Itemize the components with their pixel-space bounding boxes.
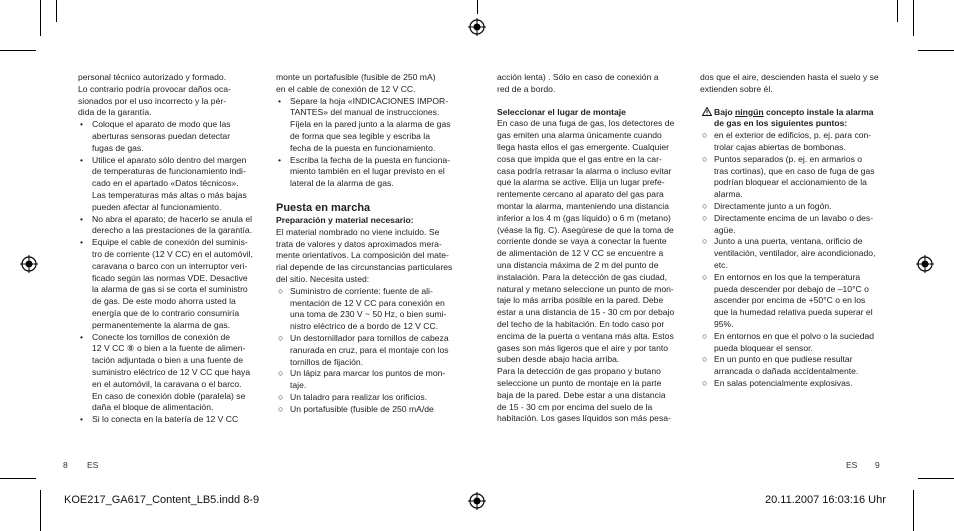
list-item	[700, 130, 892, 154]
column-2	[276, 72, 468, 416]
warning-list	[700, 130, 892, 390]
text-line: del sitio. Necesita usted:	[276, 273, 370, 284]
crop-mark	[477, 0, 478, 14]
text-line: Fíjela en la pared junto a la alarma de gas	[290, 119, 451, 130]
text-line: extienden sobre él.	[700, 83, 773, 94]
bullet-circle-icon: ○	[702, 212, 708, 223]
crop-mark	[918, 50, 954, 51]
paragraph	[78, 72, 270, 119]
text-line: cosa que impida que el gas entre en la car-	[497, 153, 662, 164]
list-item	[700, 378, 892, 390]
column-3	[497, 72, 691, 425]
text-line: natural y metano seleccione un punto de mon-	[497, 283, 674, 294]
bullet-circle-icon: ○	[702, 271, 708, 282]
text-line: En caso de una fuga de gas, los detectores de	[497, 118, 675, 129]
bullet-dot-icon: •	[80, 414, 84, 425]
text-line: El material nombrado no viene incluido. Se	[276, 226, 440, 237]
text-line: sionados por el uso incorrecto y la pér-	[78, 95, 227, 106]
text-line: dida de la garantía.	[78, 107, 152, 118]
text-line: miento también en el lugar previsto en el	[290, 166, 445, 177]
text-line: Preparación y material necesario:	[276, 214, 414, 225]
text-line: acción lenta) . Sólo en caso de conexión a	[497, 72, 659, 82]
text-line: llega hasta ellos el gas emergente. Cualquier	[497, 141, 669, 152]
list-item	[276, 368, 468, 392]
crop-mark	[40, 0, 41, 36]
text-line: baja de la pared. Debe estar a una distancia	[497, 389, 666, 400]
text-line: tro de corriente (12 V CC) en el automóvil,	[92, 248, 253, 259]
list-item	[78, 214, 270, 238]
text-line: etc.	[714, 259, 728, 270]
bullet-circle-icon: ○	[702, 130, 708, 141]
text-line: lateral de la alarma de gas.	[290, 178, 394, 189]
text-line: estar a una distancia de 15 - 30 cm por debajo	[497, 307, 675, 318]
warning-heading	[700, 107, 892, 131]
text-line: monte un portafusible (fusible de 250 mA)	[276, 72, 436, 82]
text-line: que la alarma se active. Elija un lugar prefe-	[497, 177, 665, 188]
text-line: seleccione un punto de montaje en la parte	[497, 377, 662, 388]
text-line: en el automóvil, la caravana o el barco.	[92, 378, 242, 389]
text-line: pueda descender por debajo de –10°C o	[714, 283, 869, 294]
subheading	[497, 107, 691, 119]
warning-text-emphasis: ningún	[735, 106, 764, 117]
bullet-circle-icon: ○	[702, 200, 708, 211]
warning-triangle-icon	[702, 107, 712, 120]
list-item	[700, 354, 892, 378]
text-line: Conecte los tornillos de conexión de	[92, 331, 231, 342]
text-line: suministro eléctrico de 12 V CC que haya	[92, 366, 251, 377]
text-line: mente orientativos. La composición del mate-	[276, 250, 449, 261]
list-item	[700, 201, 892, 213]
text-line: Un taladro para realizar los orificios.	[290, 391, 428, 402]
paragraph	[276, 227, 468, 286]
bullet-circle-icon: ○	[278, 391, 284, 402]
spacer	[497, 96, 691, 107]
list-item	[276, 333, 468, 368]
text-line: No abra el aparato; de hacerlo se anula el	[92, 213, 253, 224]
text-line: inferior a los 4 m (gas líquido) o 6 m (metano)	[497, 212, 671, 223]
bullet-dot-icon: •	[278, 154, 282, 165]
bullet-dot-icon: •	[278, 95, 282, 106]
text-line: Un lápiz para marcar los puntos de mon-	[290, 368, 446, 379]
text-line: Utilice el aparato sólo dentro del margen	[92, 154, 247, 165]
text-line: Si lo conecta en la batería de 12 V CC	[92, 414, 239, 425]
text-line: gases son más ligeros que el aire y por tanto	[497, 342, 669, 353]
text-line: Las temperaturas más altas o más bajas	[92, 189, 247, 200]
crop-mark	[0, 50, 36, 51]
bullet-dot-icon: •	[80, 237, 84, 248]
bullet-circle-icon: ○	[702, 377, 708, 388]
bullet-dot-icon: •	[80, 331, 84, 342]
spacer	[700, 96, 892, 107]
text-line: de 15 - 30 cm por encima del suelo de la	[497, 401, 653, 412]
text-line: tornillos de fijación.	[290, 356, 364, 367]
text-line: gas emiten una alarma únicamente cuando	[497, 130, 662, 141]
text-line: habitación. Los gases líquidos son más pesa-	[497, 413, 671, 424]
list-item	[276, 404, 468, 416]
text-line: trata de valores y datos aproximados mera-	[276, 238, 442, 249]
list-item	[276, 155, 468, 190]
spacer	[276, 190, 468, 201]
text-line: encima de la puerta o ventana más alta. Estos	[497, 330, 674, 341]
bullet-circle-icon: ○	[278, 368, 284, 379]
bullet-dot-icon: •	[80, 119, 84, 130]
text-line: aberturas sensoras puedan detectar	[92, 130, 231, 141]
text-line: En caso de conexión doble (paralela) se	[92, 390, 246, 401]
text-line: rentemente cercano al aparato del gas para	[497, 189, 664, 200]
bullet-circle-icon: ○	[702, 330, 708, 341]
text-line: En un punto en que pudiese resultar	[714, 354, 853, 365]
page-number-left: 8	[63, 460, 68, 470]
text-line: Para la detección de gas propano y butano	[497, 366, 661, 377]
text-line: la alarma de gas si se corta el suministro	[92, 284, 248, 295]
text-line: Seleccionar el lugar de montaje	[497, 106, 626, 117]
text-line: pueden afectar al funcionamiento.	[92, 201, 222, 212]
text-line: tación adjuntada o bien a una fuente de	[92, 355, 243, 366]
registration-mark-icon	[916, 255, 934, 273]
text-line: alarma.	[714, 189, 743, 200]
text-line: permanentemente la alarma de gas.	[92, 319, 231, 330]
text-line: fugas de gas.	[92, 142, 144, 153]
text-line: 95%.	[714, 318, 734, 329]
text-line: 12 V CC ⑧ o bien a la fuente de alimen-	[92, 343, 246, 354]
text-line: daña el bloque de alimentación.	[92, 402, 214, 413]
text-line: Equipe el cable de conexión del suminis-	[92, 237, 248, 248]
list-item	[700, 213, 892, 237]
text-line: una toma de 230 V ~ 50 Hz, o bien sumi-	[290, 309, 447, 320]
text-line: En salas potencialmente explosivas.	[714, 377, 853, 388]
page-number-right: 9	[875, 460, 880, 470]
bullet-circle-icon: ○	[278, 285, 284, 296]
text-line: dos que el aire, descienden hasta el suelo y se	[700, 72, 879, 82]
text-line: ventilación, ventilador, aire acondicionado,	[714, 248, 876, 259]
crop-mark	[913, 0, 914, 36]
text-line: del techo de la habitación. En todo caso por	[497, 318, 665, 329]
bullet-circle-icon: ○	[278, 403, 284, 414]
text-line: en el exterior de edificios, p. ej. para con-	[714, 130, 872, 141]
bullet-dot-icon: •	[80, 154, 84, 165]
text-line: energía que de lo contrario consumiría	[92, 307, 240, 318]
text-line: de temperaturas de funcionamiento indi-	[92, 166, 246, 177]
text-line: Suministro de corriente: fuente de ali-	[290, 285, 433, 296]
text-line: En entornos en los que la temperatura	[714, 271, 861, 282]
bullet-dot-icon: •	[80, 213, 84, 224]
language-code-left: ES	[87, 460, 99, 470]
slug-filename: KOE217_GA617_Content_LB5.indd 8-9	[64, 494, 260, 506]
text-line: Directamente encima de un lavabo o des-	[714, 212, 874, 223]
text-line: que la humedad relativa pueda superar el	[714, 307, 873, 318]
text-line: ascender por encima de +50°C o en los	[714, 295, 866, 306]
list-item	[276, 286, 468, 333]
text-line: mentación de 12 V CC para conexión en	[290, 297, 445, 308]
text-line: montar la alarma, manteniendo una distancia	[497, 200, 669, 211]
warning-text-line2: de gas en los siguientes puntos:	[714, 118, 848, 129]
text-line: Directamente junto a un fogón.	[714, 200, 832, 211]
text-line: taje.	[290, 380, 307, 391]
text-line: podrían bloquear el accionamiento de la	[714, 177, 867, 188]
crop-mark	[0, 478, 36, 479]
list-item	[78, 414, 270, 426]
text-line: nistro eléctrico de a bordo de 12 V CC.	[290, 321, 439, 332]
text-line: pueda bloquear el sensor.	[714, 342, 813, 353]
text-line: de gas. De este modo ahorra usted la	[92, 296, 236, 307]
slug-timestamp: 20.11.2007 16:03:16 Uhr	[765, 494, 886, 506]
text-line: Lo contrario podría provocar daños oca-	[78, 83, 231, 94]
warning-text-pre: Bajo	[714, 106, 736, 117]
text-line: arrancada o dañada accidentalmente.	[714, 366, 859, 377]
column-4	[700, 72, 892, 390]
text-line: rial depende de las circunstancias particulares	[276, 262, 453, 273]
crop-mark	[913, 490, 914, 531]
text-line: de forma que sea legible y escriba la	[290, 130, 430, 141]
warning-text-post: concepto instale la alarma	[763, 106, 874, 117]
intro-paragraph	[700, 72, 892, 96]
paragraph	[276, 72, 468, 96]
paragraph	[497, 118, 691, 425]
text-line: cado en el apartado «Datos técnicos».	[92, 178, 239, 189]
list-item	[276, 392, 468, 404]
text-line: Puntos separados (p. ej. en armarios o	[714, 153, 863, 164]
text-line: una distancia máxima de 2 m del punto de	[497, 259, 659, 270]
text-line: Un portafusible (fusible de 250 mA/de	[290, 403, 434, 414]
text-line: Escriba la fecha de la puesta en funciona-	[290, 154, 451, 165]
text-line: en el cable de conexión de 12 V CC.	[276, 83, 416, 94]
subheading	[276, 215, 468, 227]
bullet-circle-icon: ○	[702, 236, 708, 247]
text-line: suben desde abajo hacia arriba.	[497, 354, 620, 365]
text-line: Junto a una puerta, ventana, orificio de	[714, 236, 863, 247]
text-line: casa podría retrasar la alarma o incluso evitar	[497, 165, 672, 176]
text-line: En entornos en que el polvo o la suciedad	[714, 330, 875, 341]
text-line: ficado según las normas VDE. Desactive	[92, 272, 248, 283]
text-line: Separe la hoja «INDICACIONES IMPOR-	[290, 95, 449, 106]
text-line: de alimentación de 12 V CC se encuentre a	[497, 248, 664, 259]
list-item	[700, 236, 892, 271]
text-line: ranurada en cruz, para el montaje con los	[290, 344, 449, 355]
crop-mark	[56, 0, 57, 22]
list-item	[78, 332, 270, 415]
list-item	[700, 272, 892, 331]
text-line: taje lo más arriba posible en la pared. Debe	[497, 295, 664, 306]
bullet-circle-icon: ○	[702, 354, 708, 365]
crop-mark	[40, 490, 41, 531]
paragraph	[497, 72, 691, 96]
registration-mark-icon	[20, 255, 38, 273]
list-item	[78, 119, 270, 154]
text-line: corriente donde se vaya a conectar la fuente	[497, 236, 667, 247]
text-line: trolar cajas abiertas de bombonas.	[714, 141, 846, 152]
text-line: Puesta en marcha	[276, 201, 371, 214]
registration-mark-icon	[468, 492, 486, 510]
list-item	[700, 331, 892, 355]
text-line: (véase la fig. C). Asegúrese de que la toma de	[497, 224, 674, 235]
text-line: derecho a las prestaciones de la garantía.	[92, 225, 253, 236]
text-line: caravana o barco con un interruptor veri-	[92, 260, 248, 271]
text-line: tras cortinas), que en caso de fuga de gas	[714, 165, 875, 176]
bullet-circle-icon: ○	[702, 153, 708, 164]
section-heading	[276, 201, 468, 215]
language-code-right: ES	[846, 460, 858, 470]
crop-mark	[897, 0, 898, 22]
list-item	[700, 154, 892, 201]
text-line: fecha de la puesta en funcionamiento.	[290, 142, 436, 153]
registration-mark-icon	[468, 18, 486, 36]
text-line: instalación. Para la detección de gas ciudad,	[497, 271, 668, 282]
text-line: personal técnico autorizado y formado.	[78, 72, 227, 82]
list-item	[276, 96, 468, 155]
crop-mark	[918, 478, 954, 479]
text-line: TANTES» del manual de instrucciones.	[290, 107, 440, 118]
list-item	[78, 155, 270, 214]
list-item	[78, 237, 270, 331]
text-line: agüe.	[714, 224, 736, 235]
text-line: Un destornillador para tornillos de cabeza	[290, 332, 449, 343]
bullet-circle-icon: ○	[278, 332, 284, 343]
column-1	[78, 72, 270, 426]
text-line: Coloque el aparato de modo que las	[92, 119, 231, 130]
text-line: red de a bordo.	[497, 83, 556, 94]
